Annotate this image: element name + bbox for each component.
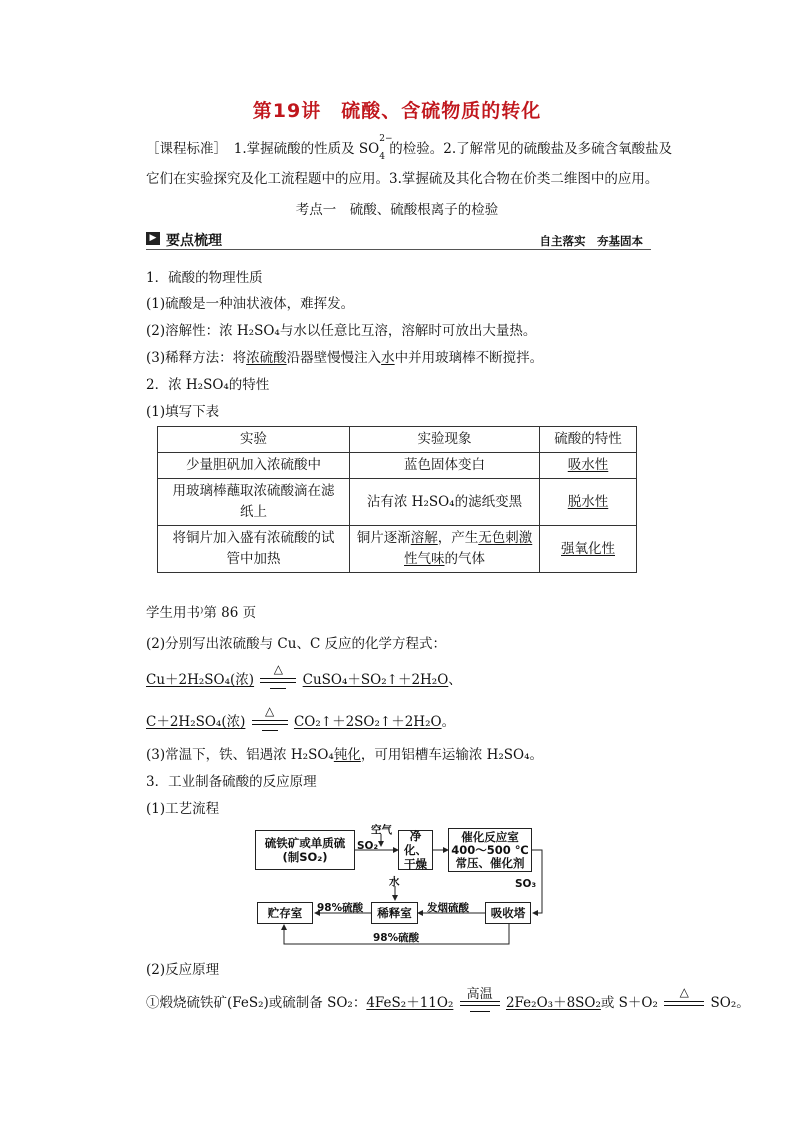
flow-label-water: 水 <box>389 876 400 888</box>
equation-cu: Cu＋2H₂SO₄(浓) △ CuSO₄＋SO₂↑＋2H₂O、 <box>146 661 462 688</box>
table-cell: 蓝色固体变白 <box>350 453 540 479</box>
table-header: 实验 <box>158 427 350 453</box>
p2b-heading: (2)分别写出浓硫酸与 Cu、C 反应的化学方程式： <box>146 636 447 652</box>
flow-label-so2: SO₂ <box>357 840 379 852</box>
kaodian-heading: 考点一 硫酸、硫酸根离子的检验 <box>295 202 499 218</box>
table-cell: 沾有浓 H₂SO₄的滤纸变黑 <box>350 479 540 526</box>
p1-a: (1)硫酸是一种油状液体，难挥发。 <box>146 296 355 312</box>
flow-label-so3: SO₃ <box>515 878 537 890</box>
p2-heading: 2．浓 H₂SO₄的特性 <box>146 377 270 393</box>
table-row <box>158 479 637 526</box>
roasting-equation: ①煅烧硫铁矿(FeS₂)或硫制备 SO₂：4FeS₂＋11O₂ 高温 2Fe₂O₃＋8SO₂或 S＋O₂ △ SO₂。 <box>146 984 750 1011</box>
properties-table <box>157 426 637 573</box>
reaction-arrow: △ <box>258 674 298 688</box>
section-bar <box>146 230 651 250</box>
flow-box-purify: 净化、 干燥 <box>398 830 433 870</box>
p1-c: (3)稀释方法：将浓硫酸沿器壁慢慢注入水中并用玻璃棒不断搅拌。 <box>146 350 544 366</box>
reaction-arrow: △ <box>662 997 706 1011</box>
section-title: 要点梳理 <box>166 233 222 249</box>
section-subtitle: 自主落实 夯基固本 <box>539 234 643 248</box>
flow-box-ore: 硫铁矿或单质硫 (制SO₂) <box>255 830 355 870</box>
table-cell: 将铜片加入盛有浓硫酸的试 管中加热 <box>158 526 350 573</box>
p2-a: (1)填写下表 <box>146 404 220 420</box>
course-standard-line2: 它们在实验探究及化工流程题中的应用。3.掌握硫及其化合物在价类二维图中的应用。 <box>146 171 659 187</box>
play-icon: ▶ <box>146 232 160 245</box>
p3-heading: 3．工业制备硫酸的反应原理 <box>146 774 317 790</box>
table-cell: 吸水性 <box>540 453 637 479</box>
flow-box-catalytic-reactor: 催化反应室 400～500 ℃ 常压、催化剂 <box>448 828 532 872</box>
p3b-heading: (2)反应原理 <box>146 962 220 978</box>
table-cell: 脱水性 <box>540 479 637 526</box>
page-reference: 学生用书⁾第 86 页 <box>146 605 257 621</box>
table-header: 硫酸的特性 <box>540 427 637 453</box>
equation-c: C＋2H₂SO₄(浓) △ CO₂↑＋2SO₂↑＋2H₂O。 <box>146 703 456 730</box>
p3-a: (1)工艺流程 <box>146 801 220 817</box>
table-header: 实验现象 <box>350 427 540 453</box>
flow-label-98-acid: 98%硫酸 <box>317 902 364 914</box>
p1-b: (2)溶解性：浓 H₂SO₄与水以任意比互溶，溶解时可放出大量热。 <box>146 323 537 339</box>
flow-box-dilution: 稀释室 <box>371 902 418 924</box>
reaction-arrow: △ <box>250 716 290 730</box>
flow-label-oleum: 发烟硫酸 <box>427 902 469 914</box>
p2b-c: (3)常温下，铁、铝遇浓 H₂SO₄钝化，可用铝槽车运输浓 H₂SO₄。 <box>146 747 544 763</box>
table-header-row <box>158 427 637 453</box>
table-cell: 用玻璃棒蘸取浓硫酸滴在滤 纸上 <box>158 479 350 526</box>
table-cell: 少量胆矾加入浓硫酸中 <box>158 453 350 479</box>
reaction-arrow: 高温 <box>458 997 502 1011</box>
table-row <box>158 526 637 573</box>
process-flow-diagram <box>255 820 545 948</box>
page-title: 第19讲 硫酸、含硫物质的转化 <box>252 100 542 122</box>
course-standard-line1: ［课程标准］ 1.掌握硫酸的性质及 SO 2− 4 的检验。2.了解常见的硫酸盐及多硫含氧酸盐及 <box>146 134 673 162</box>
flow-box-absorber: 吸收塔 <box>485 902 531 924</box>
flow-label-air: 空气 <box>371 824 392 836</box>
table-cell: 铜片逐渐溶解，产生无色刺激 性气味的气体 <box>350 526 540 573</box>
table-cell: 强氧化性 <box>540 526 637 573</box>
flow-box-storage: 贮存室 <box>257 902 313 924</box>
flow-label-98-acid-return: 98%硫酸 <box>373 932 420 944</box>
table-row <box>158 453 637 479</box>
p1-heading: 1．硫酸的物理性质 <box>146 270 263 286</box>
